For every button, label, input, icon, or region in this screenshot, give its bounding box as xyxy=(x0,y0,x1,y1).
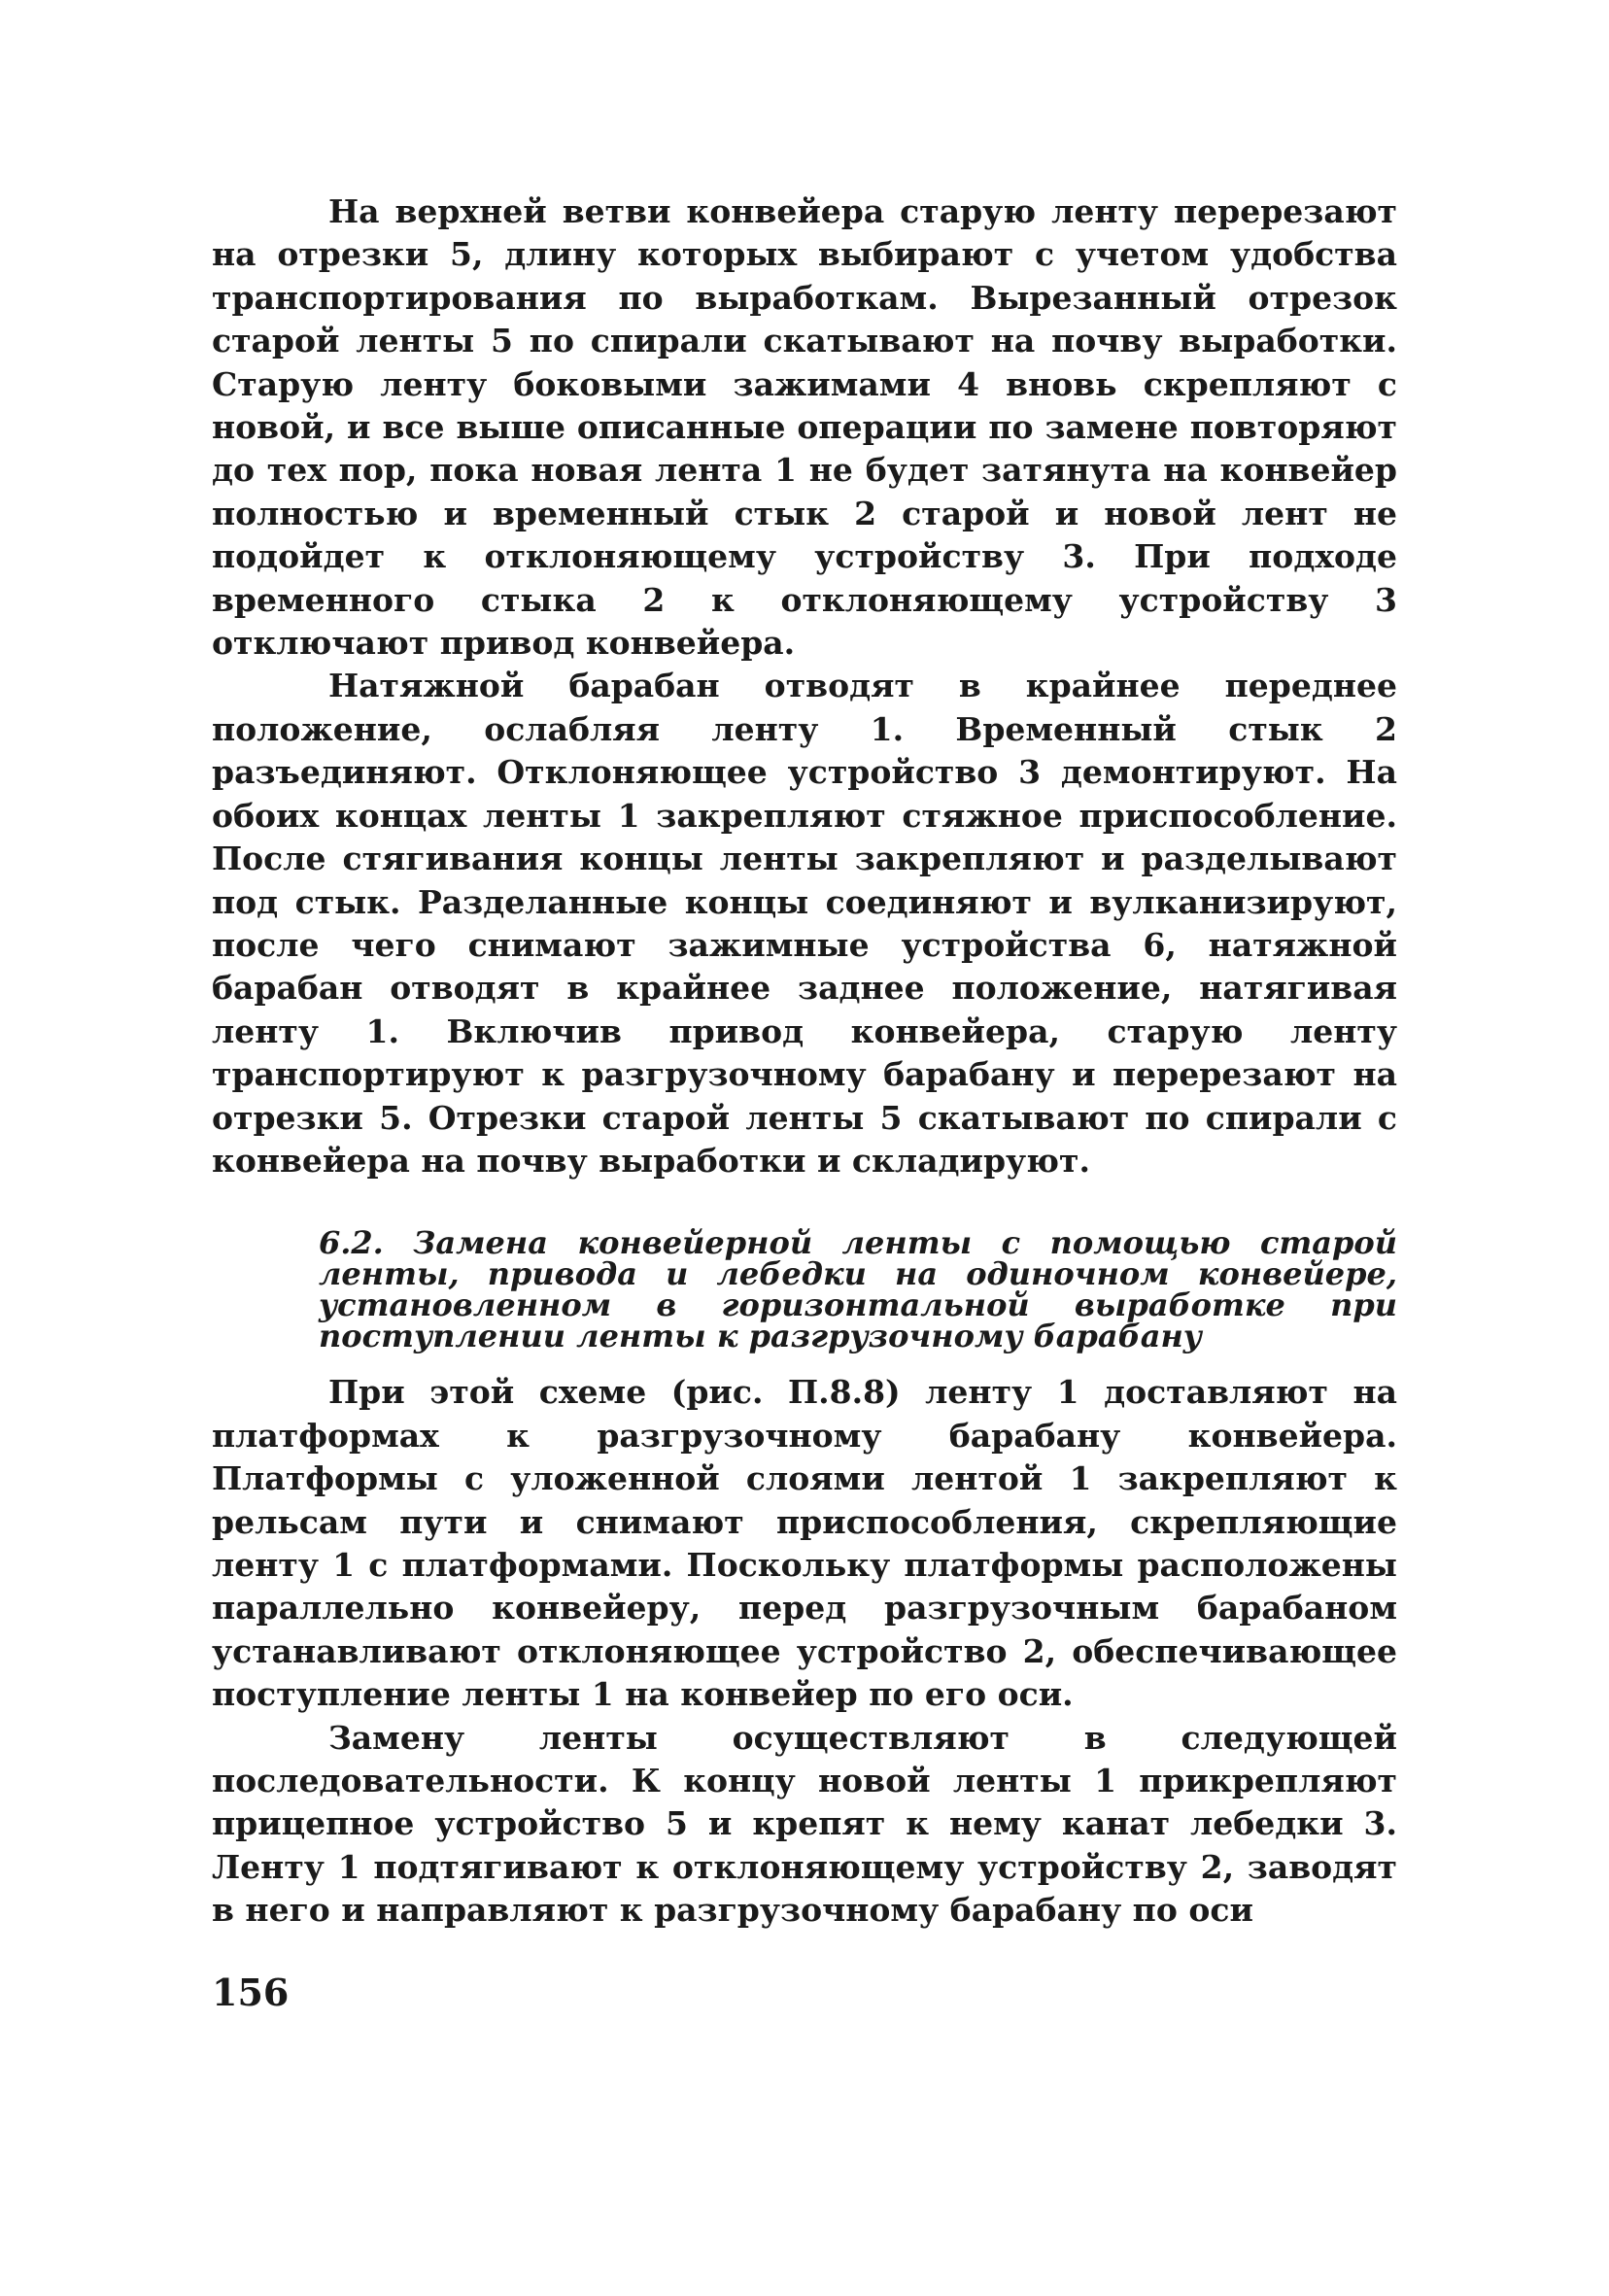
section-heading: 6.2. Замена конвейерной ленты с помощью старой ленты, привода и лебедки на одиночном конвейере, установленном в горизонтальной выработке при поступлении ленты к разгрузочному барабану xyxy=(319,1224,1397,1355)
paragraph-belt-cutting: На верхней ветви конвейера старую ленту перерезают на отрезки 5, длину которых выбирают с учетом удобства транспортирования по выработкам. Вырезанный отрезок старой ленты 5 по спирали скатывают на почву выработки. Старую ленту боковыми зажимами 4 вновь скрепляют с новой, и все выше описанные операции по замене повторяют до тех пор, пока новая лента 1 не будет затянута на конвейер полностью и временный стык 2 старой и новой лент не подойдет к отклоняющему устройству 3. При подходе временного стыка 2 к отклоняющему устройству 3 отключают привод конвейера. xyxy=(212,192,1397,663)
page-number: 156 xyxy=(212,1970,290,2014)
paragraph-replacement-sequence: Замену ленты осуществляют в следующей последовательности. К концу новой ленты 1 прикрепляют прицепное устройство 5 и крепят к нему канат лебедки 3. Ленту 1 подтягивают к отклоняющему устройству 2, заводят в него и направляют к разгрузочному барабану по оси xyxy=(212,1718,1397,1930)
paragraph-scheme: При этой схеме (рис. П.8.8) ленту 1 доставляют на платформах к разгрузочному барабану конвейера. Платформы с уложенной слоями лентой 1 закрепляют к рельсам пути и снимают приспособления, скрепляющие ленту 1 с платформами. Поскольку платформы расположены параллельно конвейеру, перед разгрузочным барабаном устанавливают отклоняющее устройство 2, обеспечивающее поступление ленты 1 на конвейер по его оси. xyxy=(212,1373,1397,1714)
page-body xyxy=(212,190,1397,1933)
paragraph-tension-drum: Натяжной барабан отводят в крайнее переднее положение, ослабляя ленту 1. Временный стык 2 разъединяют. Отклоняющее устройство 3 демонтируют. На обоих концах ленты 1 закрепляют стяжное приспособление. После стягивания концы ленты закрепляют и разделывают под стык. Разделанные концы соединяют и вулканизируют, после чего снимают зажимные устройства 6, натяжной барабан отводят в крайнее заднее положение, натягивая ленту 1. Включив привод конвейера, старую ленту транспортируют к разгрузочному барабану и перерезают на отрезки 5. Отрезки старой ленты 5 скатывают по спирали с конвейера на почву выработки и складируют. xyxy=(212,667,1397,1180)
